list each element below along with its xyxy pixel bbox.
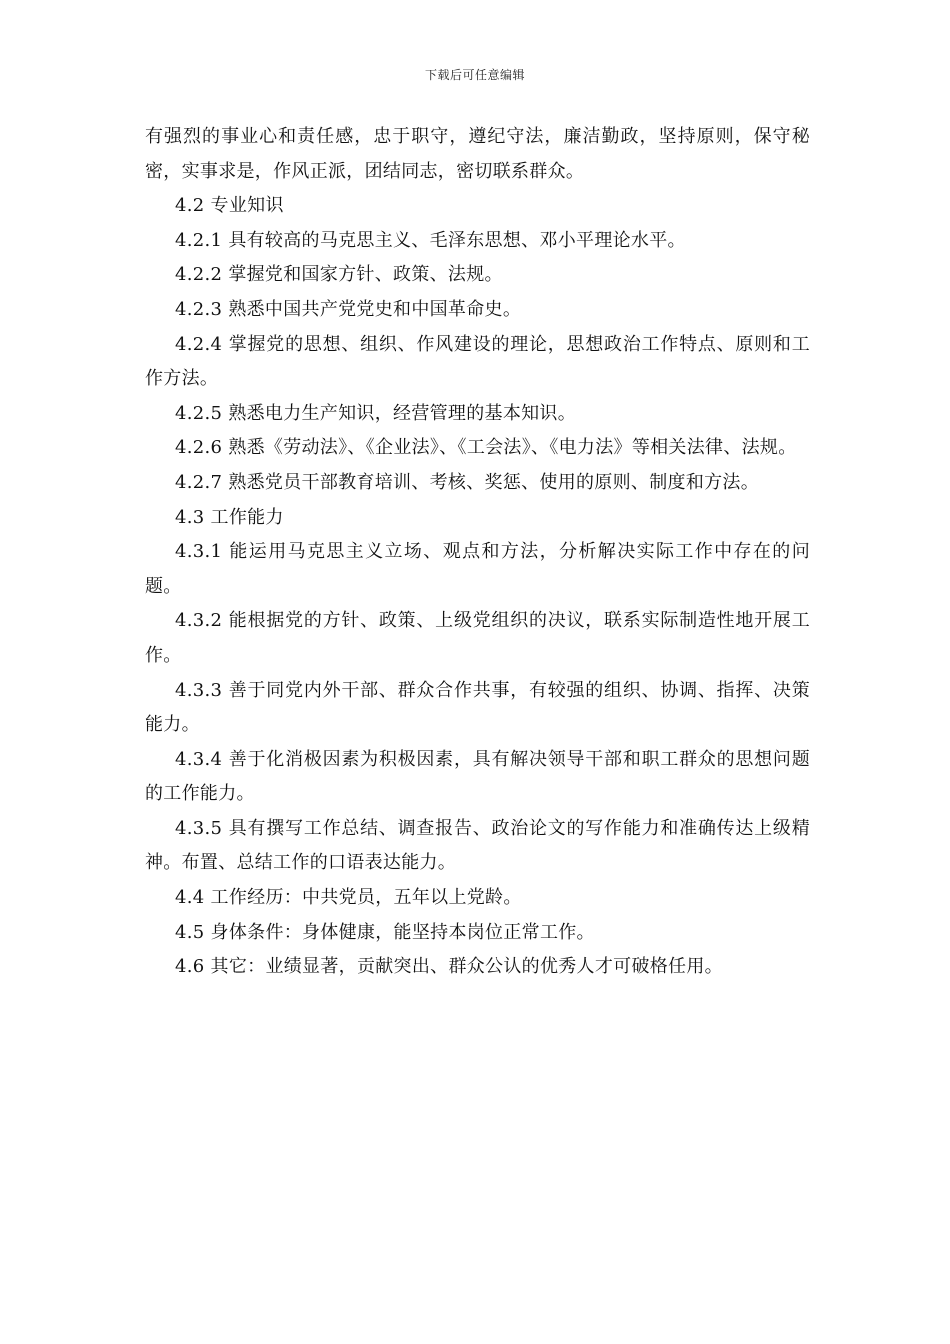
paragraph-4-3-2: 4.3.2 能根据党的方针、政策、上级党组织的决议，联系实际制造性地开展工作。 <box>145 610 810 666</box>
paragraph-4-2-5: 4.2.5 熟悉电力生产知识，经营管理的基本知识。 <box>175 402 577 424</box>
document-body <box>145 120 810 985</box>
paragraph-4-2-1: 4.2.1 具有较高的马克思主义、毛泽东思想、邓小平理论水平。 <box>175 229 686 251</box>
section-heading-4-2: 4.2 专业知识 <box>175 195 284 217</box>
paragraph-4-2-2: 4.2.2 掌握党和国家方针、政策、法规。 <box>175 264 503 286</box>
paragraph-4-4: 4.4 工作经历：中共党员，五年以上党龄。 <box>175 887 522 909</box>
section-heading-4-3: 4.3 工作能力 <box>175 506 284 528</box>
paragraph-4-5: 4.5 身体条件：身体健康，能坚持本岗位正常工作。 <box>175 921 595 943</box>
paragraph-4-2-3: 4.2.3 熟悉中国共产党党史和中国革命史。 <box>175 298 522 320</box>
paragraph-4-3-5: 4.3.5 具有撰写工作总结、调查报告、政治论文的写作能力和准确传达上级精神。布置、总结工作的口语表达能力。 <box>145 817 810 874</box>
paragraph-4-2-7: 4.2.7 熟悉党员干部教育培训、考核、奖惩、使用的原则、制度和方法。 <box>175 471 760 493</box>
paragraph-4-2-4: 4.2.4 掌握党的思想、组织、作风建设的理论，思想政治工作特点、原则和工作方法。 <box>145 333 810 390</box>
paragraph-4-2-6: 4.2.6 熟悉《劳动法》、《企业法》、《工会法》、《电力法》等相关法律、法规。 <box>175 437 797 459</box>
page-header-note: 下载后可任意编辑 <box>424 68 525 82</box>
paragraph-4-6: 4.6 其它：业绩显著，贡献突出、群众公认的优秀人才可破格任用。 <box>175 956 723 978</box>
paragraph-continuation: 有强烈的事业心和责任感，忠于职守，遵纪守法，廉洁勤政，坚持原则，保守秘密，实事求是，作风正派，团结同志，密切联系群众。 <box>145 126 810 182</box>
paragraph-4-3-1: 4.3.1 能运用马克思主义立场、观点和方法，分析解决实际工作中存在的问题。 <box>145 541 810 597</box>
paragraph-4-3-4: 4.3.4 善于化消极因素为积极因素，具有解决领导干部和职工群众的思想问题的工作能力。 <box>145 748 810 805</box>
paragraph-4-3-3: 4.3.3 善于同党内外干部、群众合作共事，有较强的组织、协调、指挥、决策能力。 <box>145 679 810 736</box>
